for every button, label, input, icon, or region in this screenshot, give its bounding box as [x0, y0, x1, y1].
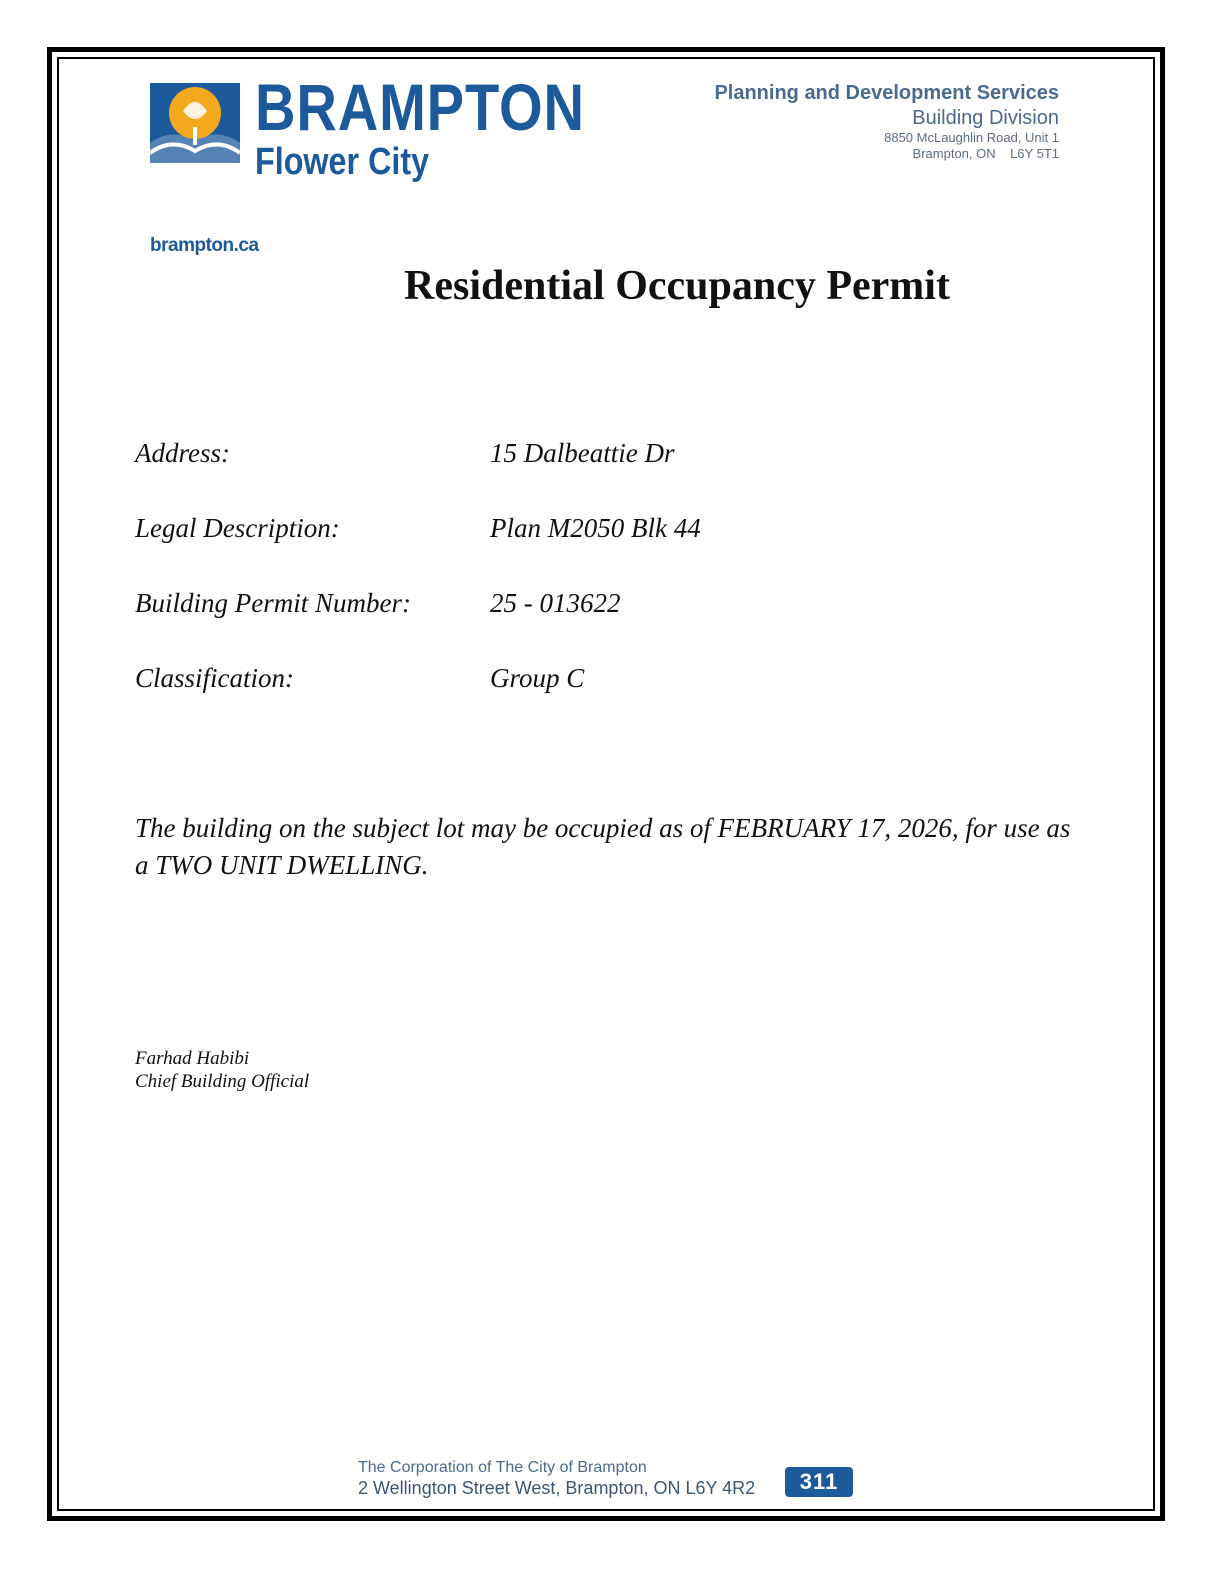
signatory-title: Chief Building Official: [135, 1071, 310, 1092]
phone-311-badge: 311: [785, 1467, 853, 1497]
field-label-classification: Classification:: [135, 663, 295, 693]
field-value-classification: Group C: [490, 663, 585, 693]
field-value-address: 15 Dalbeattie Dr: [490, 438, 675, 468]
field-value-legal-description: Plan M2050 Blk 44: [490, 513, 701, 543]
department-header: [714, 80, 1059, 162]
field-label-legal-description: Legal Description:: [135, 513, 340, 543]
field-value-permit-number: 25 - 013622: [490, 588, 621, 618]
field-label-permit-number: Building Permit Number:: [135, 588, 411, 618]
field-label-address: Address:: [135, 438, 230, 468]
footer-corporation: The Corporation of The City of Brampton: [358, 1459, 647, 1476]
occupancy-statement: The building on the subject lot may be occupied as of FEBRUARY 17, 2026, for use as a TWO UNIT DWELLING.: [135, 813, 1071, 880]
logo-tagline: Flower City: [255, 141, 430, 183]
document-title: Residential Occupancy Permit: [404, 263, 950, 309]
footer-street-address: 2 Wellington Street West, Brampton, ON L6Y 4R2: [358, 1478, 756, 1498]
flower-logo-icon: [150, 83, 240, 163]
division-address-line2: Brampton, ON L6Y 5T1: [912, 146, 1059, 161]
signatory-name: Farhad Habibi: [135, 1048, 250, 1069]
department-name: Planning and Development Services: [714, 82, 1059, 104]
footer-address: [358, 1458, 755, 1499]
division-address-line1: 8850 McLaughlin Road, Unit 1: [884, 130, 1059, 145]
logo-url-text: brampton.ca: [150, 235, 259, 256]
division-name: Building Division: [912, 107, 1059, 129]
signature-block: [135, 1047, 309, 1093]
logo-city-name: BRAMPTON: [255, 70, 585, 144]
